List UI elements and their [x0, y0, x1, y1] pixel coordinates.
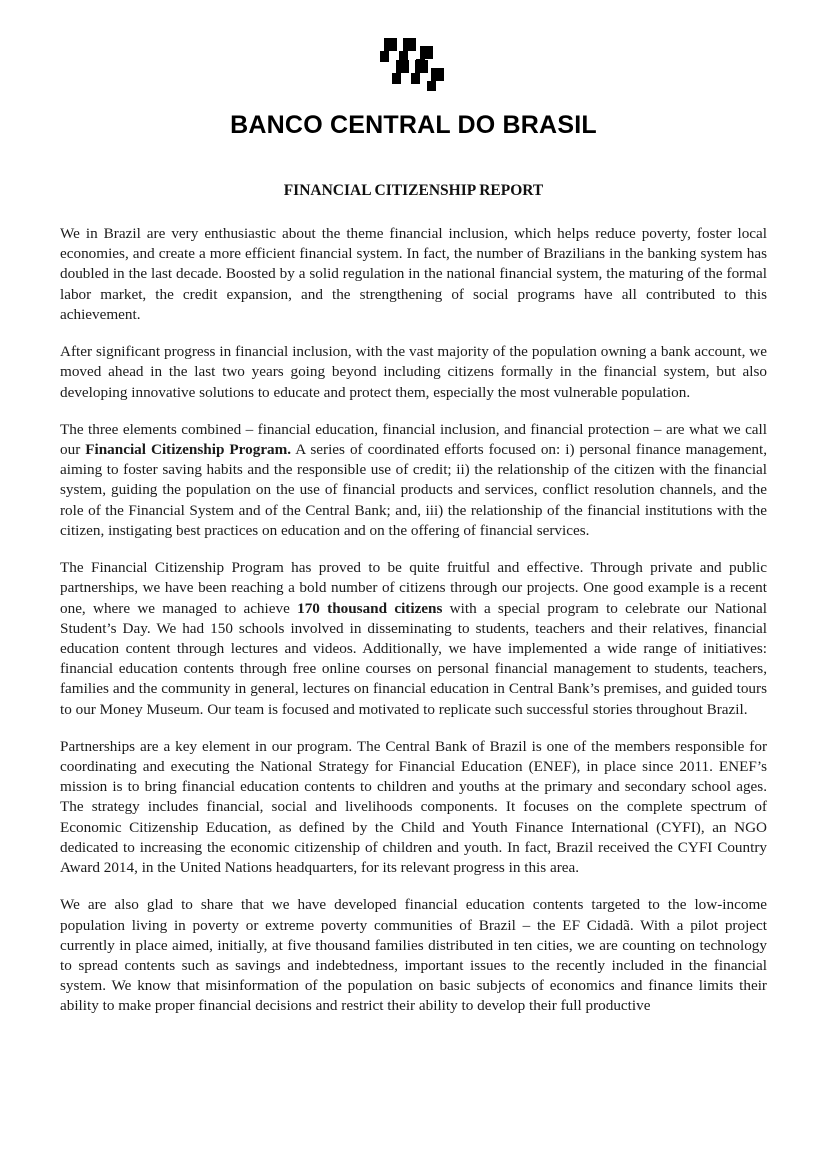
- emphasis-text: Financial Citizenship Program.: [85, 440, 292, 458]
- letterhead: [60, 38, 767, 140]
- paragraph-3: [60, 420, 767, 541]
- body-text-run: The three elements combined – financial education, financial inclusion, and financial protection – are what we call our: [60, 420, 767, 458]
- paragraph-6: [60, 895, 767, 1016]
- body-text-run: We in Brazil are very enthusiastic about the theme financial inclusion, which helps reduce poverty, foster local economies, and create a more efficient financial system. In fact, the number of Brazilians in the banking system has doubled in the last decade. Boosted by a solid regulation in the national financial system, the maturing of the formal labor market, the credit expansion, and the strengthening of social programs have all contributed to this achievement.: [60, 225, 767, 323]
- emphasis-text: 170 thousand citizens: [297, 599, 443, 617]
- document-body: [60, 224, 767, 1017]
- paragraph-4: [60, 558, 767, 720]
- paragraph-5: [60, 737, 767, 879]
- organization-name: BANCO CENTRAL DO BRASIL: [230, 111, 597, 139]
- banco-central-logo-icon: [60, 38, 767, 101]
- page-title: FINANCIAL CITIZENSHIP REPORT: [283, 182, 544, 199]
- body-text-run: Partnerships are a key element in our program. The Central Bank of Brazil is one of the members responsible for coordinating and executing the National Strategy for Financial Education (ENEF), in place since 2011. ENEF’s mission is to bring financial education contents to children and youths at the primary and secondary school ages. The strategy includes financial, social and livelihoods components. It focuses on the complete spectrum of Economic Citizenship Education, as defined by the Child and Youth Finance International (CYFI), an NGO dedicated to increasing the economic citizenship of children and youth. In fact, Brazil received the CYFI Country Award 2014, in the United Nations headquarters, for its relevant progress in this area.: [60, 737, 767, 877]
- body-text-run: A series of coordinated efforts focused on: i) personal finance management, aiming to foster saving habits and the responsible use of credit; ii) the relationship of the citizen with the financial system, guiding the population on the use of financial products and services, conflict resolution channels, and the role of the Financial System and of the Central Bank; and, iii) the relationship of the financial institutions with the citizen, instigating best practices on education and on the offering of financial services.: [60, 440, 768, 539]
- body-text-run: The Financial Citizenship Program has proved to be quite fruitful and effective. Through private and public partnerships, we have been reaching a bold number of citizens through our projects. One good example is a recent one, where we managed to achieve: [60, 559, 767, 617]
- paragraph-2: [60, 342, 767, 403]
- paragraph-1: [60, 224, 767, 325]
- body-text-run: We are also glad to share that we have developed financial education contents targeted to the low-income population living in poverty or extreme poverty communities of Brazil – the EF Cidadã. With a pilot project currently in place aimed, initially, at five thousand families distributed in ten cities, we are counting on technology to spread contents such as savings and indebtedness, important issues to the recently included in the financial system. We know that misinformation of the population on basic subjects of economics and finance limits their ability to make proper financial decisions and restrict their ability to develop their full productive: [60, 896, 767, 1015]
- body-text-run: After significant progress in financial inclusion, with the vast majority of the population owning a bank account, we moved ahead in the last two years going beyond including citizens formally in the financial system, but also developing innovative solutions to educate and protect them, especially the most vulnerable population.: [60, 343, 767, 401]
- body-text-run: with a special program to celebrate our National Student’s Day. We had 150 schools involved in disseminating to students, teachers and their relatives, financial education content through lectures and videos. Additionally, we have implemented a wide range of initiatives: financial education contents through free online courses on personal financial management to students, teachers, families and the community in general, lectures on financial education in Central Bank’s premises, and guided tours to our Money Museum. Our team is focused and motivated to replicate such successful stories throughout Brazil.: [60, 599, 767, 718]
